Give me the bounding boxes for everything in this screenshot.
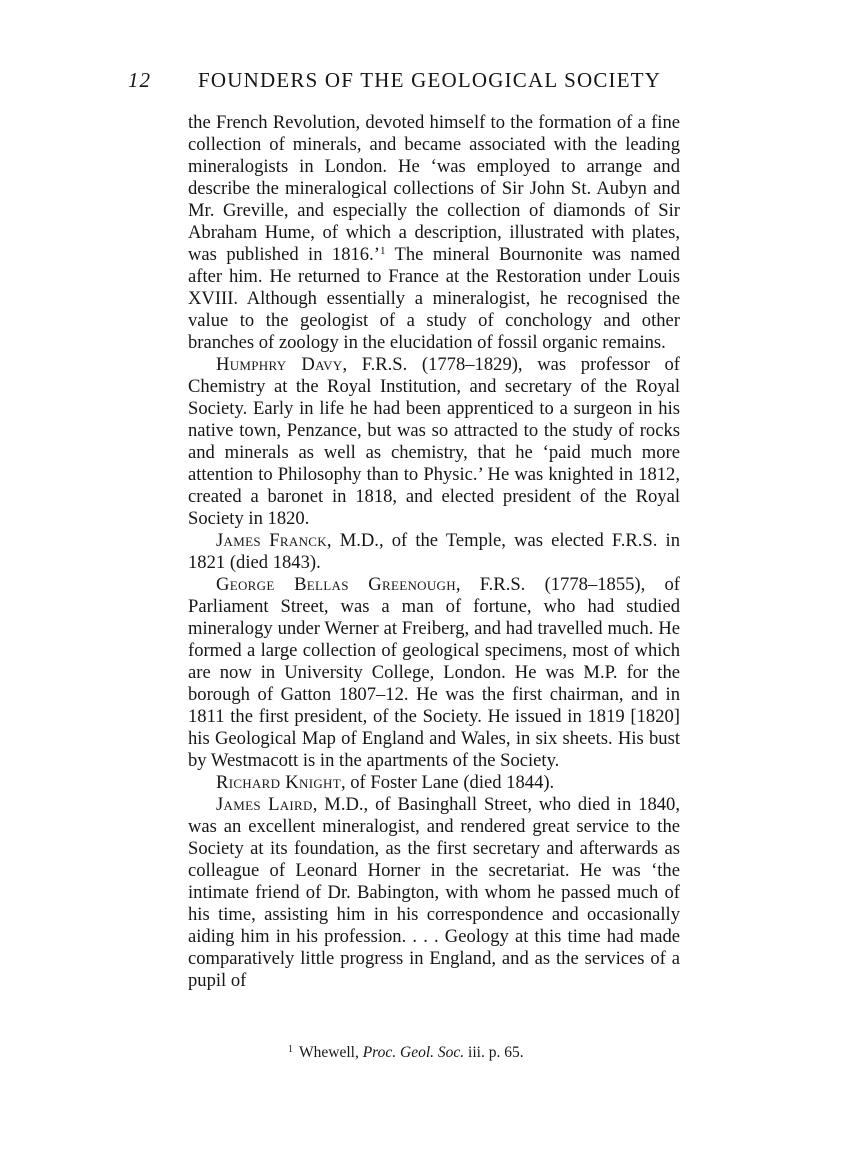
paragraph-text: the French Revolution, devoted himself to the formation of a fine collection of minerals, and became associated with the leading mineralogists in London. He ‘was employed to arrange and describe the mineralogical collections of Sir John St. Aubyn and Mr. Greville, and especially the collection of diamonds of Sir Abraham Hume, of which a description, illustrated with plates, was published in 1816.’: [188, 112, 680, 265]
paragraph: [188, 794, 680, 992]
page-number: 12: [128, 68, 151, 92]
person-name: Humphry Davy: [216, 354, 343, 375]
page-header: [128, 68, 688, 98]
paragraph-text: , F.R.S. (1778–1829), was professor of Chemistry at the Royal Institution, and secretary of the Royal Society. Early in life he had been apprenticed to a surgeon in his native town, Penzance, but was so attracted to the study of rocks and minerals as well as chemistry, that he ‘paid much more attention to Philosophy than to Physic.’ He was knighted in 1812, created a baronet in 1818, and elected president of the Royal Society in 1820.: [188, 354, 681, 529]
footnote-reference-text: iii. p. 65.: [464, 1044, 524, 1061]
running-title: FOUNDERS OF THE GEOLOGICAL SOCIETY: [198, 68, 662, 92]
footnote-reference: 1: [379, 245, 386, 257]
paragraph-text: , M.D., of the Temple, was elected F.R.S. in 1821 (died 1843).: [188, 530, 680, 573]
paragraph: [188, 772, 680, 794]
person-name: James Franck: [216, 530, 327, 551]
person-name: Richard Knight: [216, 772, 341, 793]
paragraph-text: , F.R.S. (1778–1855), of Parliament Street, was a man of fortune, who had studied mineralogy under Werner at Freiberg, and had travelled much. He formed a large collection of geological specimens, most of which are now in University College, London. He was M.P. for the borough of Gatton 1807–12. He was the first chairman, and in 1811 the first president, of the Society. He issued in 1819 [1820] his Geological Map of England and Wales, in six sheets. His bust by Westmacott is in the apartments of the Society.: [188, 574, 681, 771]
paragraph: [188, 354, 680, 530]
paragraph-text: , M.D., of Basinghall Street, who died in 1840, was an excellent mineralogist, and rendered great service to the Society at its foundation, as the first secretary and afterwards as colleague of Leonard Horner in the secretariat. He was ‘the intimate friend of Dr. Babington, with whom he passed much of his time, assisting him in his correspondence and occasionally aiding him in his profession. . . . Geology at this time had made comparatively little progress in England, and as the services of a pupil of: [188, 794, 680, 991]
footnote-author: Whewell,: [299, 1044, 363, 1061]
person-name: George Bellas Greenough: [216, 574, 456, 595]
paragraph: [188, 112, 680, 354]
paragraph-text: , of Foster Lane (died 1844).: [340, 772, 555, 793]
body-text: [188, 112, 680, 992]
footnote-mark: 1: [288, 1044, 293, 1055]
person-name: James Laird: [216, 794, 313, 815]
paragraph-text: The mineral Bournonite was named after him. He returned to France at the Restoration under Louis XVIII. Although essentially a mineralogist, he recognised the value to the geologist of a study of conchology and other branches of zoology in the elucidation of fossil organic remains.: [188, 244, 680, 353]
paragraph: [188, 530, 680, 574]
footnote: [288, 1044, 524, 1062]
footnote-journal: Proc. Geol. Soc.: [362, 1044, 465, 1061]
paragraph: [188, 574, 680, 772]
